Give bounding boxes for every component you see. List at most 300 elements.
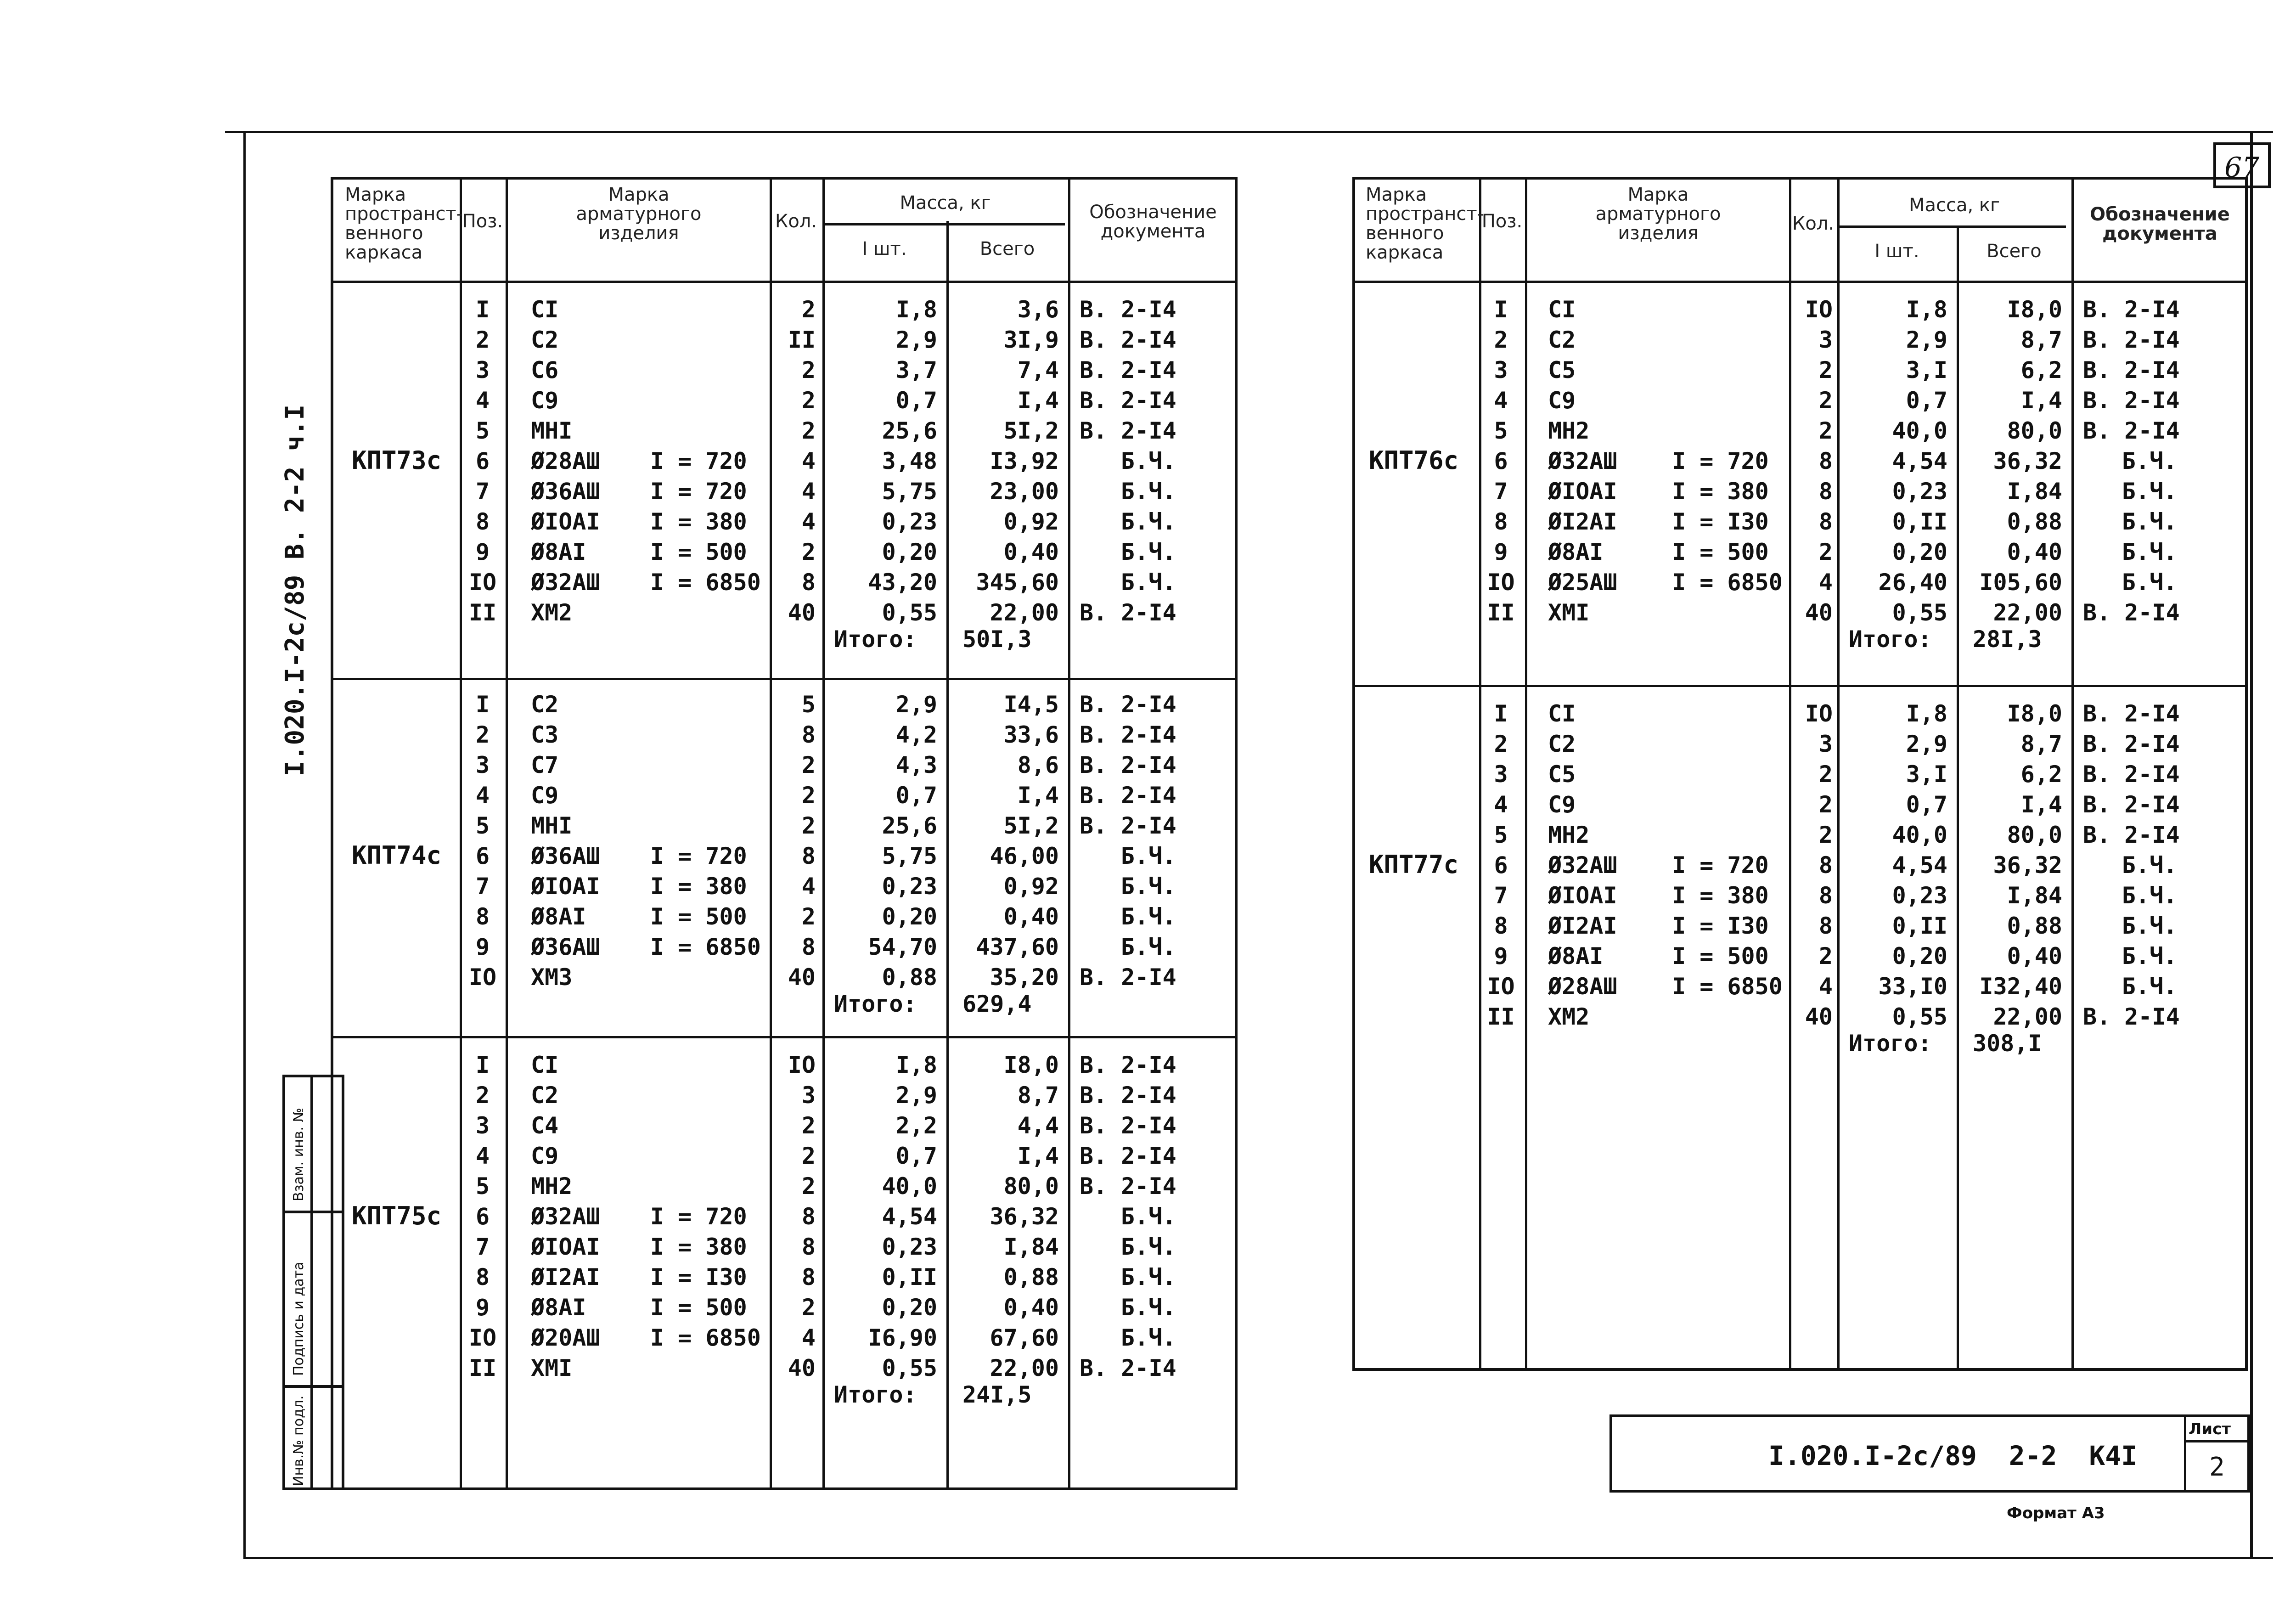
document-cell: В. 2-I4 xyxy=(2083,822,2180,848)
mass-one-cell: 0,II xyxy=(882,1264,937,1290)
mass-total-cell: 6,2 xyxy=(2020,761,2062,788)
mass-total-cell: 0,88 xyxy=(2007,913,2062,939)
format-label: Формат А3 xyxy=(2007,1504,2105,1522)
quantity-cell: 4 xyxy=(1818,973,1833,1000)
quantity-cell: 40 xyxy=(788,964,816,991)
item-mark-cell: Ø32АШ xyxy=(531,569,600,596)
item-mark-cell: C5 xyxy=(1548,357,1576,383)
mass-total-cell: 22,00 xyxy=(990,599,1059,626)
position-cell: 8 xyxy=(1494,913,1508,939)
quantity-cell: 40 xyxy=(1805,599,1833,626)
position-cell: 9 xyxy=(475,1294,490,1321)
total-label: Итого: xyxy=(834,1381,917,1408)
mass-total-cell: 8,7 xyxy=(2020,327,2062,353)
quantity-cell: 2 xyxy=(801,752,816,778)
length-cell: I = 380 xyxy=(1672,882,1769,909)
mass-one-cell: 40,0 xyxy=(882,1173,937,1200)
mass-total-cell: I,84 xyxy=(2007,478,2062,505)
document-cell: Б.Ч. xyxy=(2122,478,2178,505)
document-cell: Б.Ч. xyxy=(2122,943,2178,969)
position-cell: 4 xyxy=(1494,387,1508,414)
mass-one-cell: 3,I xyxy=(1906,761,1947,788)
position-cell: I xyxy=(475,691,490,718)
item-mark-cell: C9 xyxy=(1548,791,1576,818)
mass-total-cell: 5I,2 xyxy=(1003,812,1059,839)
position-cell: 7 xyxy=(475,873,490,900)
mass-one-cell: 4,2 xyxy=(895,721,937,748)
mass-one-cell: 0,55 xyxy=(1892,599,1947,626)
mass-total-cell: 3,6 xyxy=(1017,296,1059,323)
item-mark-cell: Ø32АШ xyxy=(1548,448,1617,474)
mass-total-cell: 0,40 xyxy=(1003,1294,1059,1321)
item-mark-cell: CI xyxy=(1548,700,1576,727)
mass-total-cell: I,4 xyxy=(1017,1143,1059,1169)
mass-total-cell: 36,32 xyxy=(1993,852,2062,879)
item-mark-cell: Ø8AI xyxy=(1548,539,1604,565)
mass-total-cell: 0,88 xyxy=(1003,1264,1059,1290)
document-cell: Б.Ч. xyxy=(1120,539,1176,565)
document-cell: Б.Ч. xyxy=(2122,508,2178,535)
item-mark-cell: ØIOAI xyxy=(531,508,600,535)
quantity-cell: 2 xyxy=(801,1143,816,1169)
mass-total-cell: 8,6 xyxy=(1017,752,1059,778)
document-cell: В. 2-I4 xyxy=(1080,721,1176,748)
mass-one-cell: 0,20 xyxy=(882,539,937,565)
quantity-cell: 3 xyxy=(1818,327,1833,353)
quantity-cell: 2 xyxy=(1818,761,1833,788)
item-mark-cell: ØIOAI xyxy=(531,1234,600,1260)
item-mark-cell: C6 xyxy=(531,357,559,383)
total-label: Итого: xyxy=(834,626,917,653)
document-cell: Б.Ч. xyxy=(2122,448,2178,474)
document-cell: Б.Ч. xyxy=(1120,934,1176,960)
position-cell: 4 xyxy=(475,387,490,414)
frame-mark-label: КПТ75с xyxy=(352,1201,442,1230)
length-cell: I = 500 xyxy=(1672,539,1769,565)
document-cell: Б.Ч. xyxy=(1120,1294,1176,1321)
mass-total-cell: 6,2 xyxy=(2020,357,2062,383)
total-value: 308,I xyxy=(1973,1030,2042,1057)
quantity-cell: 4 xyxy=(801,1324,816,1351)
length-cell: I = 380 xyxy=(650,873,747,900)
document-cell: Б.Ч. xyxy=(1120,873,1176,900)
mass-one-cell: 2,9 xyxy=(895,1082,937,1109)
mass-total-cell: I05,60 xyxy=(1979,569,2062,596)
quantity-cell: 2 xyxy=(801,1112,816,1139)
quantity-cell: 2 xyxy=(801,903,816,930)
document-cell: Б.Ч. xyxy=(1120,843,1176,869)
mass-total-cell: 80,0 xyxy=(2007,822,2062,848)
mass-one-cell: 0,20 xyxy=(1892,943,1947,969)
total-value: 629,4 xyxy=(962,991,1032,1017)
total-label: Итого: xyxy=(1849,626,1932,653)
length-cell: I = 720 xyxy=(650,1203,747,1230)
header-position: Поз. xyxy=(1481,211,1523,232)
mass-total-cell: 5I,2 xyxy=(1003,417,1059,444)
mass-one-cell: 2,9 xyxy=(895,327,937,353)
item-mark-cell: ØIOAI xyxy=(531,873,600,900)
mass-one-cell: 2,9 xyxy=(895,691,937,718)
document-cell: В. 2-I4 xyxy=(2083,296,2180,323)
quantity-cell: 8 xyxy=(801,934,816,960)
position-cell: IO xyxy=(1487,569,1515,596)
position-cell: 9 xyxy=(1494,539,1508,565)
frame-bottom xyxy=(243,1557,2273,1559)
document-cell: В. 2-I4 xyxy=(1080,1143,1176,1169)
mass-total-cell: 0,92 xyxy=(1003,508,1059,535)
document-cell: В. 2-I4 xyxy=(1080,599,1176,626)
item-mark-cell: C2 xyxy=(531,691,559,718)
mass-total-cell: 0,40 xyxy=(1003,539,1059,565)
mass-total-cell: 7,4 xyxy=(1017,357,1059,383)
position-cell: 8 xyxy=(475,1264,490,1290)
quantity-cell: 8 xyxy=(801,721,816,748)
document-cell: В. 2-I4 xyxy=(1080,1112,1176,1139)
mass-one-cell: 3,48 xyxy=(882,448,937,474)
mass-total-cell: 22,00 xyxy=(1993,599,2062,626)
position-cell: 2 xyxy=(475,327,490,353)
position-cell: 4 xyxy=(1494,791,1508,818)
length-cell: I = 720 xyxy=(1672,852,1769,879)
mass-total-cell: 67,60 xyxy=(990,1324,1059,1351)
mass-total-cell: 0,40 xyxy=(2007,943,2062,969)
header-quantity: Кол. xyxy=(775,211,817,232)
quantity-cell: 2 xyxy=(1818,417,1833,444)
position-cell: 3 xyxy=(1494,761,1508,788)
position-cell: 6 xyxy=(475,448,490,474)
title-block xyxy=(1609,1414,2250,1493)
length-cell: I = 720 xyxy=(650,478,747,505)
document-cell: В. 2-I4 xyxy=(1080,691,1176,718)
mass-one-cell: 0,23 xyxy=(882,508,937,535)
document-cell: В. 2-I4 xyxy=(1080,1355,1176,1381)
quantity-cell: 4 xyxy=(1818,569,1833,596)
position-cell: 3 xyxy=(1494,357,1508,383)
document-cell: Б.Ч. xyxy=(1120,1203,1176,1230)
length-cell: I = 380 xyxy=(650,508,747,535)
header-position: Поз. xyxy=(462,211,503,232)
item-mark-cell: Ø36АШ xyxy=(531,843,600,869)
sheet-number: 2 xyxy=(2209,1452,2225,1482)
quantity-cell: 40 xyxy=(1805,1003,1833,1030)
quantity-cell: 40 xyxy=(788,599,816,626)
position-cell: 6 xyxy=(475,1203,490,1230)
mass-total-cell: I,4 xyxy=(2020,387,2062,414)
position-cell: II xyxy=(468,1355,497,1381)
frame-right xyxy=(2250,131,2253,1559)
item-mark-cell: C2 xyxy=(1548,327,1576,353)
item-mark-cell: C7 xyxy=(531,752,559,778)
mass-one-cell: 2,9 xyxy=(1906,731,1947,757)
item-mark-cell: C5 xyxy=(1548,761,1576,788)
item-mark-cell: ØI2AI xyxy=(531,1264,600,1290)
position-cell: 8 xyxy=(1494,508,1508,535)
quantity-cell: 8 xyxy=(801,1203,816,1230)
document-cell: В. 2-I4 xyxy=(1080,812,1176,839)
mass-one-cell: 0,55 xyxy=(882,1355,937,1381)
quantity-cell: 2 xyxy=(801,296,816,323)
item-mark-cell: Ø32АШ xyxy=(1548,852,1617,879)
position-cell: II xyxy=(1487,1003,1515,1030)
side-document-code: I.020.I-2c/89 В. 2-2 ч.I xyxy=(280,404,310,776)
length-cell: I = 6850 xyxy=(650,934,761,960)
item-mark-cell: Ø25АШ xyxy=(1548,569,1617,596)
header-mass-one: I шт. xyxy=(1874,241,1919,262)
sheet-label: Лист xyxy=(2189,1420,2231,1438)
item-mark-cell: CI xyxy=(531,296,559,323)
document-cell: В. 2-I4 xyxy=(2083,1003,2180,1030)
mass-total-cell: 80,0 xyxy=(1003,1173,1059,1200)
length-cell: I = 380 xyxy=(1672,478,1769,505)
position-cell: 4 xyxy=(475,1143,490,1169)
position-cell: 3 xyxy=(475,357,490,383)
frame-mark-label: КПТ77с xyxy=(1369,850,1459,879)
quantity-cell: 2 xyxy=(1818,387,1833,414)
mass-one-cell: 0,7 xyxy=(1906,387,1947,414)
position-cell: 8 xyxy=(475,508,490,535)
mass-one-cell: 25,6 xyxy=(882,812,937,839)
quantity-cell: 8 xyxy=(1818,882,1833,909)
quantity-cell: 8 xyxy=(1818,913,1833,939)
mass-total-cell: 0,40 xyxy=(2007,539,2062,565)
position-cell: 2 xyxy=(475,1082,490,1109)
mass-total-cell: I4,5 xyxy=(1003,691,1059,718)
mass-one-cell: 0,7 xyxy=(895,782,937,809)
document-cell: В. 2-I4 xyxy=(1080,1082,1176,1109)
position-cell: 3 xyxy=(475,752,490,778)
quantity-cell: 2 xyxy=(801,782,816,809)
frame-mark-label: КПТ74с xyxy=(352,841,442,870)
mass-total-cell: 4,4 xyxy=(1017,1112,1059,1139)
header-document: Обозначение документа xyxy=(1089,202,1217,242)
quantity-cell: 5 xyxy=(801,691,816,718)
length-cell: I = 720 xyxy=(1672,448,1769,474)
quantity-cell: 2 xyxy=(1818,822,1833,848)
position-cell: 5 xyxy=(1494,417,1508,444)
quantity-cell: 8 xyxy=(801,843,816,869)
quantity-cell: 8 xyxy=(1818,508,1833,535)
document-cell: В. 2-I4 xyxy=(2083,700,2180,727)
quantity-cell: 2 xyxy=(801,387,816,414)
header-quantity: Кол. xyxy=(1792,213,1835,234)
header-mass: Масса, кг xyxy=(900,192,991,214)
mass-total-cell: I,4 xyxy=(2020,791,2062,818)
document-cell: Б.Ч. xyxy=(1120,569,1176,596)
mass-one-cell: I6,90 xyxy=(868,1324,937,1351)
mass-one-cell: 0,55 xyxy=(1892,1003,1947,1030)
mass-one-cell: 0,20 xyxy=(1892,539,1947,565)
document-cell: Б.Ч. xyxy=(1120,448,1176,474)
mass-total-cell: 46,00 xyxy=(990,843,1059,869)
mass-total-cell: 23,00 xyxy=(990,478,1059,505)
item-mark-cell: C2 xyxy=(531,1082,559,1109)
quantity-cell: 3 xyxy=(1818,731,1833,757)
mass-one-cell: I,8 xyxy=(895,296,937,323)
item-mark-cell: ХМ3 xyxy=(531,964,573,991)
mass-one-cell: 0,23 xyxy=(1892,882,1947,909)
length-cell: I = 500 xyxy=(650,539,747,565)
frame-top xyxy=(225,131,2273,133)
item-mark-cell: МН2 xyxy=(1548,417,1590,444)
document-cell: В. 2-I4 xyxy=(2083,599,2180,626)
mass-one-cell: 4,54 xyxy=(1892,852,1947,879)
title-block-code: I.020.I-2c/89 2-2 К4I xyxy=(1768,1440,2138,1471)
mass-one-cell: I,8 xyxy=(1906,700,1947,727)
quantity-cell: 8 xyxy=(1818,852,1833,879)
quantity-cell: 2 xyxy=(801,812,816,839)
header-item-mark: Марка арматурного изделия xyxy=(1595,184,1721,244)
mass-total-cell: 36,32 xyxy=(990,1203,1059,1230)
item-mark-cell: ØIOAI xyxy=(1548,882,1617,909)
document-cell: В. 2-I4 xyxy=(1080,296,1176,323)
quantity-cell: 8 xyxy=(801,1264,816,1290)
document-cell: В. 2-I4 xyxy=(1080,357,1176,383)
quantity-cell: 2 xyxy=(1818,791,1833,818)
mass-one-cell: I,8 xyxy=(1906,296,1947,323)
mass-one-cell: 5,75 xyxy=(882,843,937,869)
header-mass-total: Всего xyxy=(979,238,1035,259)
mass-total-cell: 80,0 xyxy=(2007,417,2062,444)
page-number: 67 xyxy=(2224,152,2260,184)
length-cell: I = 6850 xyxy=(650,569,761,596)
mass-one-cell: 40,0 xyxy=(1892,822,1947,848)
quantity-cell: 2 xyxy=(801,1294,816,1321)
length-cell: I = 380 xyxy=(650,1234,747,1260)
position-cell: 9 xyxy=(1494,943,1508,969)
item-mark-cell: МНI xyxy=(531,417,573,444)
position-cell: 7 xyxy=(475,478,490,505)
quantity-cell: 3 xyxy=(801,1082,816,1109)
right-specification-table xyxy=(1352,177,2248,1371)
item-mark-cell: Ø32АШ xyxy=(531,1203,600,1230)
mass-one-cell: 25,6 xyxy=(882,417,937,444)
position-cell: IO xyxy=(468,964,497,991)
length-cell: I = 6850 xyxy=(1672,569,1783,596)
document-cell: В. 2-I4 xyxy=(1080,387,1176,414)
document-cell: Б.Ч. xyxy=(1120,1264,1176,1290)
position-cell: II xyxy=(468,599,497,626)
total-label: Итого: xyxy=(1849,1030,1932,1057)
mass-one-cell: 4,54 xyxy=(1892,448,1947,474)
mass-one-cell: 3,I xyxy=(1906,357,1947,383)
item-mark-cell: C2 xyxy=(1548,731,1576,757)
item-mark-cell: C9 xyxy=(1548,387,1576,414)
frame-mark-label: КПТ73с xyxy=(352,446,442,475)
frame-left xyxy=(243,131,246,1559)
mass-total-cell: I,4 xyxy=(1017,387,1059,414)
mass-total-cell: 8,7 xyxy=(2020,731,2062,757)
quantity-cell: 2 xyxy=(1818,539,1833,565)
quantity-cell: 8 xyxy=(1818,448,1833,474)
quantity-cell: 40 xyxy=(788,1355,816,1381)
position-cell: 7 xyxy=(1494,478,1508,505)
position-cell: I xyxy=(1494,296,1508,323)
position-cell: 9 xyxy=(475,934,490,960)
quantity-cell: 4 xyxy=(801,508,816,535)
mass-total-cell: 3I,9 xyxy=(1003,327,1059,353)
mass-one-cell: 0,20 xyxy=(882,903,937,930)
document-cell: Б.Ч. xyxy=(1120,508,1176,535)
quantity-cell: 8 xyxy=(801,569,816,596)
mass-total-cell: 0,40 xyxy=(1003,903,1059,930)
document-cell: В. 2-I4 xyxy=(1080,417,1176,444)
item-mark-cell: C3 xyxy=(531,721,559,748)
item-mark-cell: Ø36АШ xyxy=(531,934,600,960)
position-cell: I xyxy=(475,1052,490,1078)
mass-one-cell: 5,75 xyxy=(882,478,937,505)
document-cell: В. 2-I4 xyxy=(1080,964,1176,991)
item-mark-cell: Ø8AI xyxy=(531,539,586,565)
mass-one-cell: 0,II xyxy=(1892,508,1947,535)
mass-one-cell: 33,I0 xyxy=(1878,973,1947,1000)
position-cell: 7 xyxy=(1494,882,1508,909)
mass-one-cell: 43,20 xyxy=(868,569,937,596)
document-cell: В. 2-I4 xyxy=(1080,1052,1176,1078)
quantity-cell: 8 xyxy=(801,1234,816,1260)
mass-one-cell: 26,40 xyxy=(1878,569,1947,596)
mass-one-cell: 0,23 xyxy=(882,1234,937,1260)
item-mark-cell: ХМ2 xyxy=(1548,1003,1590,1030)
item-mark-cell: Ø36АШ xyxy=(531,478,600,505)
mass-total-cell: 35,20 xyxy=(990,964,1059,991)
quantity-cell: 4 xyxy=(801,478,816,505)
mass-one-cell: 4,54 xyxy=(882,1203,937,1230)
header-mass-one: I шт. xyxy=(862,238,907,259)
total-value: 50I,3 xyxy=(962,626,1032,653)
document-cell: В. 2-I4 xyxy=(2083,731,2180,757)
quantity-cell: II xyxy=(788,327,816,353)
mass-total-cell: 33,6 xyxy=(1003,721,1059,748)
mass-total-cell: 36,32 xyxy=(1993,448,2062,474)
length-cell: I = I30 xyxy=(1672,508,1769,535)
mass-total-cell: 345,60 xyxy=(976,569,1059,596)
mass-one-cell: 0,88 xyxy=(882,964,937,991)
position-cell: IO xyxy=(468,1324,497,1351)
mass-one-cell: I,8 xyxy=(895,1052,937,1078)
mass-total-cell: 22,00 xyxy=(1993,1003,2062,1030)
mass-total-cell: I,84 xyxy=(1003,1234,1059,1260)
document-cell: В. 2-I4 xyxy=(2083,357,2180,383)
position-cell: 6 xyxy=(1494,852,1508,879)
position-cell: 5 xyxy=(475,1173,490,1200)
position-cell: 5 xyxy=(475,812,490,839)
mass-one-cell: 0,23 xyxy=(1892,478,1947,505)
item-mark-cell: C9 xyxy=(531,782,559,809)
header-document: Обозначение документа xyxy=(2090,204,2230,244)
item-mark-cell: МН2 xyxy=(1548,822,1590,848)
mass-one-cell: 0,7 xyxy=(895,1143,937,1169)
header-mass: Масса, кг xyxy=(1908,195,2000,216)
position-cell: II xyxy=(1487,599,1515,626)
length-cell: I = 6850 xyxy=(1672,973,1783,1000)
header-frame-mark: Марка пространст- венного каркаса xyxy=(345,184,463,263)
item-mark-cell: Ø8AI xyxy=(1548,943,1604,969)
mass-one-cell: 0,55 xyxy=(882,599,937,626)
length-cell: I = 6850 xyxy=(650,1324,761,1351)
length-cell: I = 720 xyxy=(650,843,747,869)
item-mark-cell: ØI2AI xyxy=(1548,508,1617,535)
item-mark-cell: CI xyxy=(1548,296,1576,323)
document-cell: Б.Ч. xyxy=(2122,569,2178,596)
item-mark-cell: C4 xyxy=(531,1112,559,1139)
mass-one-cell: 0,7 xyxy=(895,387,937,414)
position-cell: I xyxy=(475,296,490,323)
item-mark-cell: Ø28АШ xyxy=(1548,973,1617,1000)
document-cell: Б.Ч. xyxy=(2122,913,2178,939)
item-mark-cell: Ø8AI xyxy=(531,903,586,930)
document-cell: Б.Ч. xyxy=(2122,882,2178,909)
item-mark-cell: ХМI xyxy=(1548,599,1590,626)
